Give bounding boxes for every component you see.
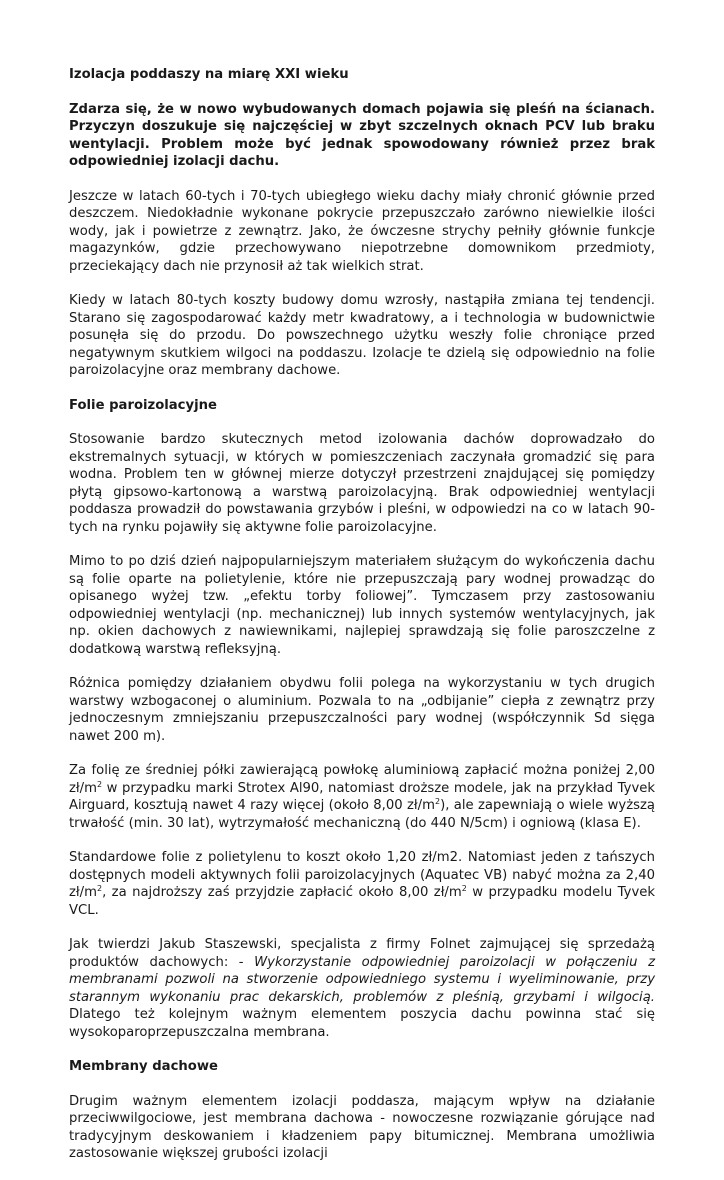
superscript-2: 2	[461, 884, 467, 893]
paragraph-8-part-a: Jak twierdzi Jakub Staszewski, specjalista z firmy Folnet zajmującej się sprzedażą produktów dachowych: -	[69, 937, 655, 970]
paragraph-7-part-c: w przypadku modelu Tyvek VCL.	[69, 885, 655, 918]
paragraph-6	[69, 762, 655, 832]
paragraph-1: Jeszcze w latach 60-tych i 70-tych ubiegłego wieku dachy miały chronić głównie przed deszczem. Niedokładnie wykonane pokrycie przepuszczało zarówno niewielkie ilości wody, jak i powietrze z zewnątrz. Jako, że ówczesne strychy pełniły głównie funkcje magazynków, gdzie przechowywano niepotrzebne domownikom przedmioty, przeciekający dach nie przynosił aż tak wielkich strat.	[69, 188, 655, 274]
document-title: Izolacja poddaszy na miarę XXI wieku	[69, 67, 349, 82]
superscript-2: 2	[434, 797, 441, 806]
paragraph-7-part-a: Standardowe folie z polietylenu to koszt około 1,20 zł/m2. Natomiast jeden z tańszych dostępnych modeli aktywnych folii paroizolacyjnych (Aquatec VB) nabyć można za 2,40 zł/m	[69, 850, 655, 900]
section-heading-membrany: Membrany dachowe	[69, 1059, 218, 1074]
paragraph-7	[69, 849, 655, 919]
document-body	[69, 66, 655, 1180]
paragraph-3: Stosowanie bardzo skutecznych metod izolowania dachów doprowadzało do ekstremalnych sytuacji, w których w pomieszczeniach zaczynała gromadzić się para wodna. Problem ten w głównej mierze dotyczył przestrzeni znajdującej się pomiędzy płytą gipsowo-kartonową a warstwą paroizolacyjną. Brak odpowiedniej wentylacji poddasza prowadził do powstawania grzybów i pleśni, w odpowiedzi na co w latach 90-tych na rynku pojawiły się aktywne folie paroizolacyjne.	[69, 432, 655, 535]
paragraph-8-part-b: Dlatego też kolejnym ważnym elementem poszycia dachu powinna stać się wysokoparoprzepuszczalna membrana.	[69, 1007, 655, 1040]
paragraph-9: Drugim ważnym elementem izolacji poddasza, mającym wpływ na działanie przeciwwilgociowe, jest membrana dachowa - nowoczesne rozwiązanie górujące nad tradycyjnym deskowaniem i kładzeniem papy bitumicznej. Membrana umożliwia zastosowanie większej grubości izolacji	[69, 1093, 655, 1161]
paragraph-8	[69, 936, 655, 1041]
superscript-2: 2	[96, 779, 103, 789]
paragraph-6-part-a: Za folię ze średniej półki zawierającą powłokę aluminiową zapłacić można poniżej 2,00 zł/m	[69, 763, 655, 796]
section-heading-folie: Folie paroizolacyjne	[69, 397, 217, 413]
paragraph-6-part-b: w przypadku marki Strotex Al90, natomiast droższe modele, jak na przykład Tyvek Airguard, kosztują nawet 4 razy więcej (około 8,00 zł/m	[69, 780, 655, 813]
paragraph-5: Różnica pomiędzy działaniem obydwu folii polega na wykorzystaniu w tych drugich warstwy wzbogaconej o aluminium. Pozwala to na „odbijanie” ciepła z zewnątrz przy jednoczesnym zmniejszaniu przepuszczalności pary wodnej (współczynnik Sd sięga nawet 200 m).	[69, 676, 655, 744]
lead-paragraph: Zdarza się, że w nowo wybudowanych domach pojawia się pleśń na ścianach. Przyczyn doszukuje się najczęściej w zbyt szczelnych oknach PCV lub braku wentylacji. Problem może być jednak spowodowany również przez brak odpowiedniej izolacji dachu.	[69, 101, 655, 169]
expert-quote: Wykorzystanie odpowiedniej paroizolacji w połączeniu z membranami pozwoli na stworzenie odpowiedniego systemu i wyeliminowanie, przy starannym wykonaniu prac dekarskich, problemów z pleśnią, grzybami i wilgocią.	[69, 954, 655, 1005]
paragraph-2: Kiedy w latach 80-tych koszty budowy domu wzrosły, nastąpiła zmiana tej tendencji. Starano się zagospodarować każdy metr kwadratowy, a i technologia w budownictwie posunęła się do przodu. Do powszechnego użytku weszły folie chroniące przed negatywnym skutkiem wilgoci na poddaszu. Izolacje te dzielą się odpowiednio na folie paroizolacyjne oraz membrany dachowe.	[69, 293, 655, 378]
paragraph-4: Mimo to po dziś dzień najpopularniejszym materiałem służącym do wykończenia dachu są folie oparte na polietylenie, które nie przepuszczają pary wodnej prowadząc do opisanego wyżej tzw. „efektu torby foliowej”. Tymczasem przy zastosowaniu odpowiedniej wentylacji (np. mechanicznej) lub innych systemów wentylacyjnych, jak np. okien dachowych z nawiewnikami, najlepiej sprawdzają się folie paroszczelne z dodatkową warstwą refleksyjną.	[69, 554, 655, 657]
superscript-2: 2	[96, 884, 103, 893]
paragraph-6-part-c: ), ale zapewniają o wiele wyższą trwałość (min. 30 lat), wytrzymałość mechaniczną (do 440 N/5cm) i ogniową (klasa E).	[69, 798, 655, 831]
paragraph-7-part-b: , za najdroższy zaś przyjdzie zapłacić około 8,00 zł/m	[102, 885, 462, 900]
